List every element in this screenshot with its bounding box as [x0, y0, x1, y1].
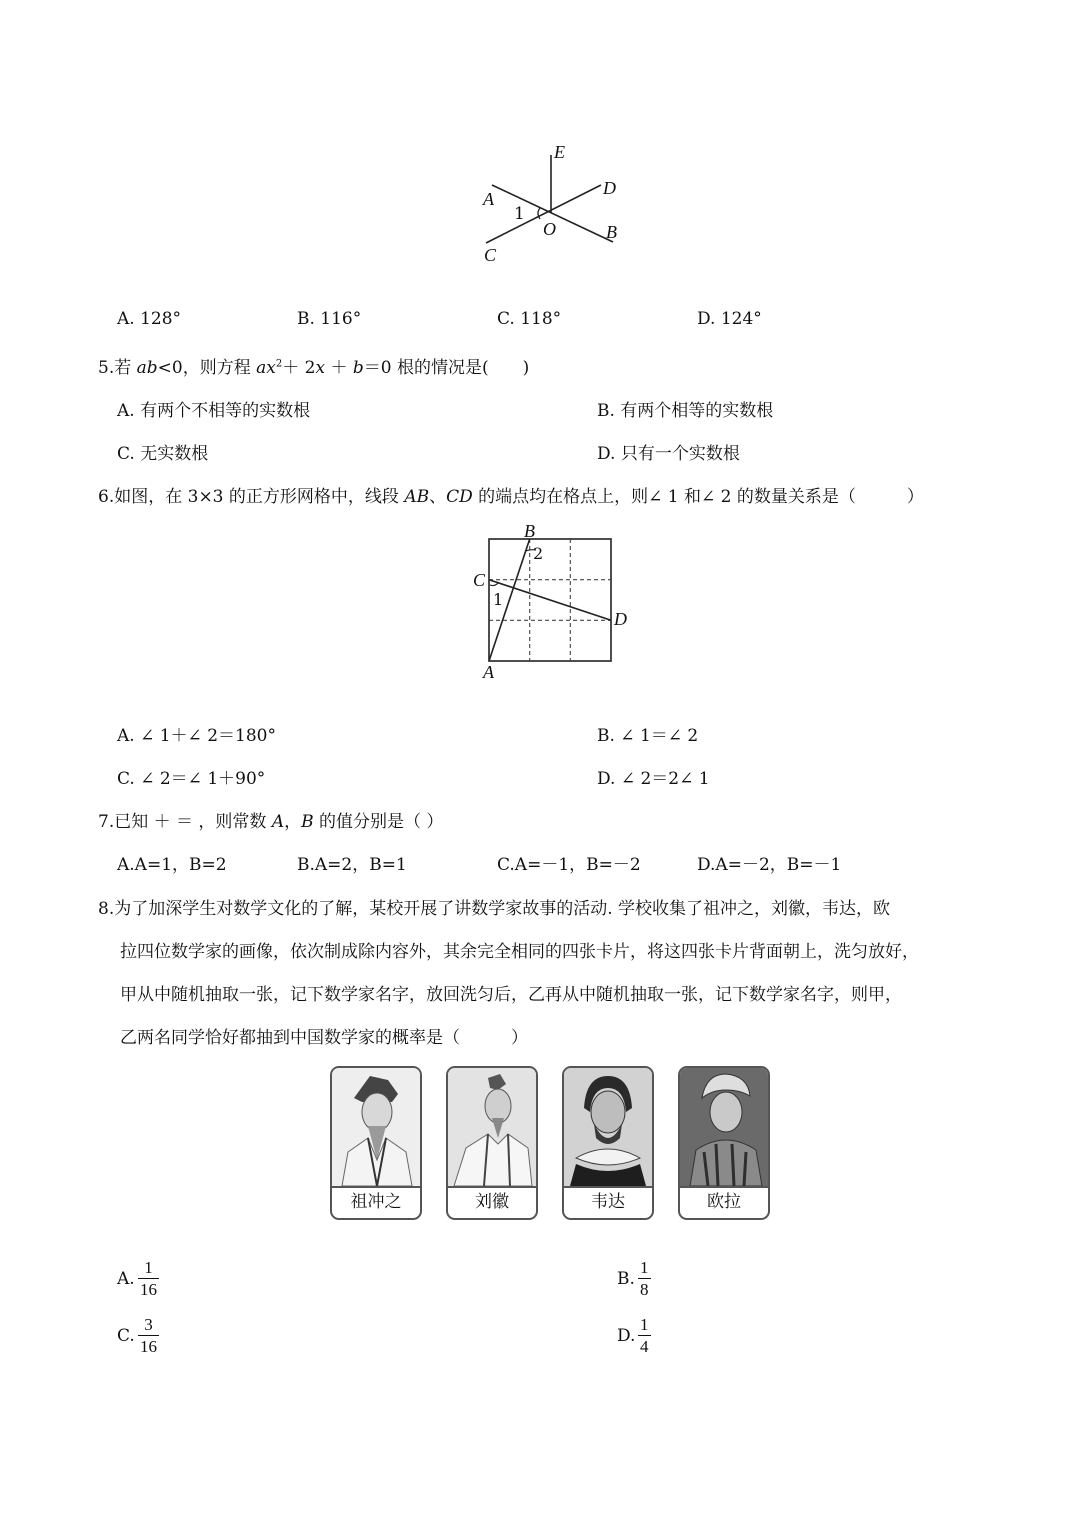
card-euler — [678, 1066, 770, 1220]
q5-option-d: D. 只有一个实数根 — [597, 444, 740, 464]
portrait-euler-icon — [680, 1068, 768, 1186]
card-name: 刘徽 — [448, 1186, 536, 1218]
card-name: 韦达 — [564, 1186, 652, 1218]
q6-option-d: D. ∠ 2＝2∠ 1 — [597, 769, 710, 789]
q4-option-d: D. 124° — [697, 309, 762, 329]
q8-option-a-label: A. — [117, 1269, 135, 1289]
label-A: A — [483, 662, 494, 682]
q4-option-b: B. 116° — [297, 309, 362, 329]
label-O: O — [543, 219, 556, 239]
card-name: 祖冲之 — [332, 1186, 420, 1218]
label-D: D — [603, 178, 616, 198]
q8-line-3: 甲从中随机抽取一张，记下数学家名字，放回洗匀后，乙再从中随机抽取一张，记下数学家名字，则甲， — [120, 985, 902, 1005]
q6-option-c: C. ∠ 2＝∠ 1＋90° — [117, 769, 266, 789]
card-vieta — [562, 1066, 654, 1220]
label-angle-1: 1 — [514, 204, 525, 224]
card-liu-hui — [446, 1066, 538, 1220]
q8-option-d-fraction: $\frac{1}{4}$ — [640, 1315, 649, 1356]
card-zu-chongzhi — [330, 1066, 422, 1220]
q5-option-a: A. 有两个不相等的实数根 — [117, 401, 311, 421]
q8-option-c-fraction: $\frac{3}{16}$ — [140, 1315, 157, 1356]
q8-option-a-fraction: $\frac{1}{16}$ — [140, 1258, 157, 1299]
q5-option-b: B. 有两个相等的实数根 — [597, 401, 774, 421]
label-E: E — [554, 142, 565, 162]
q6-option-b: B. ∠ 1＝∠ 2 — [597, 726, 699, 746]
q8-line-4: 乙两名同学恰好都抽到中国数学家的概率是（ ） — [120, 1028, 528, 1048]
q7-option-d: D.A=－2，B=－1 — [697, 855, 842, 875]
q5-option-c: C. 无实数根 — [117, 444, 209, 464]
q7-option-b: B.A=2，B=1 — [297, 855, 407, 875]
q4-option-a: A. 128° — [117, 309, 182, 329]
q8-option-b-fraction: $\frac{1}{8}$ — [640, 1258, 649, 1299]
q8-option-b-label: B. — [617, 1269, 635, 1289]
portrait-zu-chongzhi-icon — [332, 1068, 420, 1186]
q5-stem: 5.若 ab<0，则方程 $ax^2+ 2x + b=0$ 根的情况是( ) — [98, 358, 530, 378]
portrait-vieta-icon — [564, 1068, 652, 1186]
label-angle-2: 2 — [533, 544, 544, 563]
q6-option-a: A. ∠ 1＋∠ 2＝180° — [117, 726, 276, 746]
portrait-liu-hui-icon — [448, 1068, 536, 1186]
card-name: 欧拉 — [680, 1186, 768, 1218]
q7-option-c: C.A=－1，B=－2 — [497, 855, 641, 875]
label-B: B — [524, 521, 535, 541]
q8-line-2: 拉四位数学家的画像，依次制成除内容外，其余完全相同的四张卡片，将这四张卡片背面朝上，洗匀放好， — [120, 942, 919, 962]
label-B: B — [606, 222, 617, 242]
label-C: C — [484, 245, 497, 265]
q6-stem: 6.如图，在 3×3 的正方形网格中，线段 AB、CD 的端点均在格点上，则∠ 1 和∠ 2 的数量关系是（ ） — [98, 487, 924, 507]
q8-line-1: 8.为了加深学生对数学文化的了解，某校开展了讲数学家故事的活动. 学校收集了祖冲之，刘徽，韦达，欧 — [98, 899, 891, 919]
label-C: C — [473, 570, 486, 590]
label-A: A — [483, 189, 494, 209]
label-D: D — [614, 609, 627, 629]
segment-CD — [489, 580, 611, 621]
q7-option-a: A.A=1，B=2 — [117, 855, 227, 875]
q4-option-c: C. 118° — [497, 309, 562, 329]
q7-stem: 7.已知 ＋ ＝ ，则常数 A，B 的值分别是（ ） — [98, 812, 444, 832]
q8-option-d-label: D. — [617, 1326, 636, 1346]
q8-option-c-label: C. — [117, 1326, 135, 1346]
label-angle-1: 1 — [493, 590, 504, 609]
